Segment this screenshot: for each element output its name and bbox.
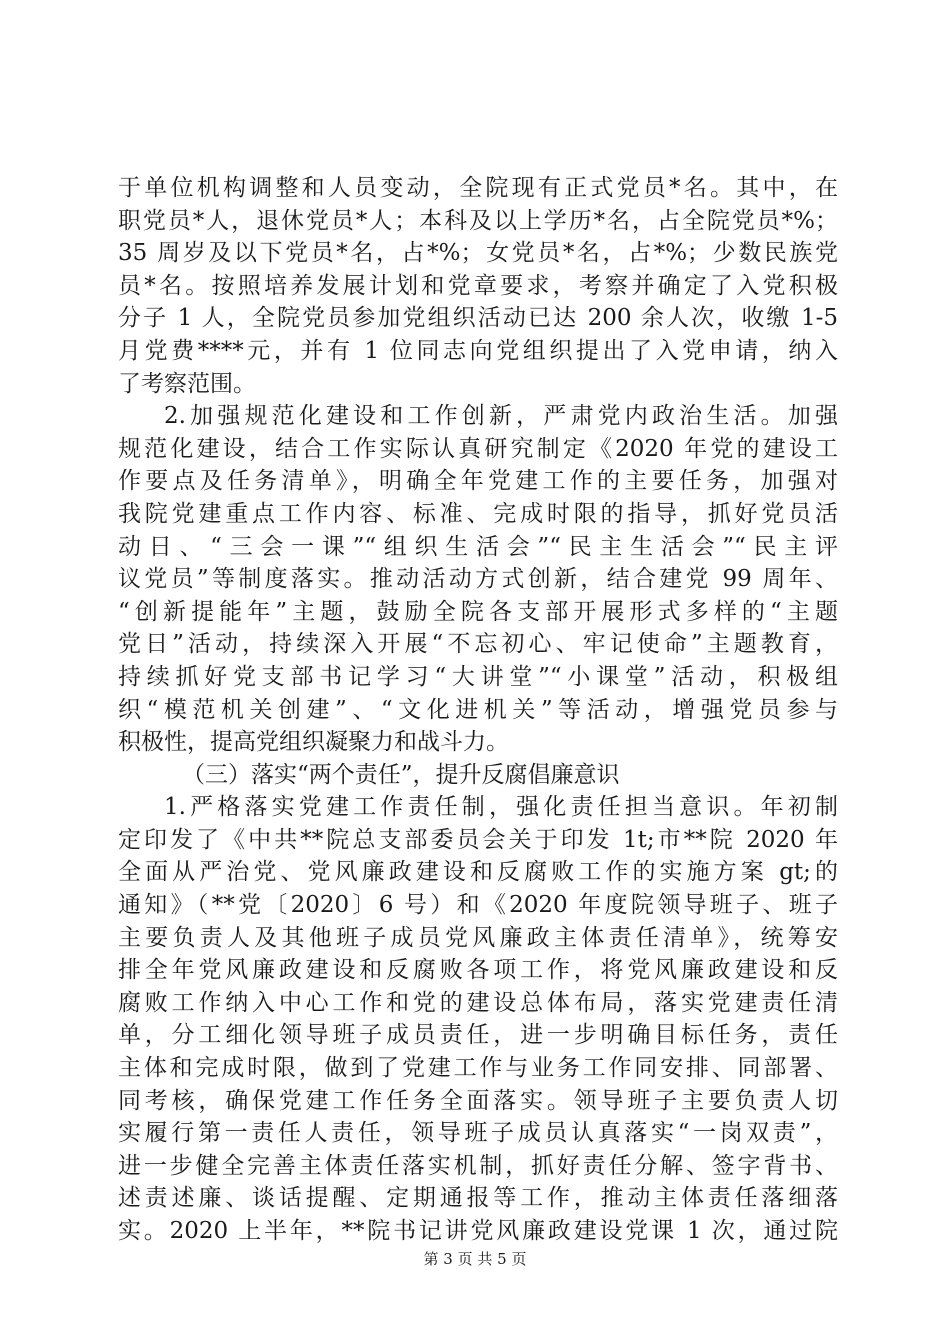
text-line: 动日、“三会一课”“组织生活会”“民主生活会”“民主评 [118, 533, 838, 560]
text-line: “创新提能年”主题，鼓励全院各支部开展形式多样的“主题 [118, 598, 838, 625]
text-line: 职党员*人，退休党员*人；本科及以上学历*名，占全院党员*%； [118, 207, 838, 234]
page-footer: 第 3 页 共 5 页 [423, 1250, 527, 1268]
text-line: 35 周岁及以下党员*名，占*%；女党员*名，占*%；少数民族党 [118, 240, 838, 267]
text-line: 同考核，确保党建工作任务全面落实。领导班子主要负责人切 [118, 1087, 838, 1114]
text-line: 于单位机构调整和人员变动，全院现有正式党员*名。其中，在 [118, 175, 838, 201]
text-line: 了考察范围。 [118, 370, 256, 397]
text-line: 实履行第一责任人责任，领导班子成员认真落实“一岗双责”， [118, 1120, 838, 1147]
text-line: 持续抓好党支部书记学习“大讲堂”“小课堂”活动，积极组 [118, 663, 838, 690]
text-line: 我院党建重点工作内容、标准、完成时限的指导，抓好党员活 [118, 500, 838, 527]
text-line: 单，分工细化领导班子成员责任，进一步明确目标任务，责任 [118, 1022, 838, 1049]
text-line: 作要点及任务清单》，明确全年党建工作的主要任务，加强对 [118, 468, 838, 495]
text-line: 实。2020 上半年，**院书记讲党风廉政建设党课 1 次，通过院 [118, 1218, 838, 1244]
paragraph-first-line: 1.严格落实党建工作责任制，强化责任担当意识。年初制 [164, 794, 838, 821]
text-line: 主要负责人及其他班子成员党风廉政主体责任清单》，统筹安 [118, 924, 838, 951]
text-line: 规范化建设，结合工作实际认真研究制定《2020 年党的建设工 [118, 435, 838, 462]
text-line: 排全年党风廉政建设和反腐败各项工作，将党风廉政建设和反 [118, 957, 838, 984]
text-line: 党日”活动，持续深入开展“不忘初心、牢记使命”主题教育， [118, 631, 838, 658]
text-line: 述责述廉、谈话提醒、定期通报等工作，推动主体责任落细落 [118, 1185, 838, 1212]
text-line: 织“模范机关创建”、“文化进机关”等活动，增强党员参与 [118, 696, 838, 723]
text-line: 议党员”等制度落实。推动活动方式创新，结合建党 99 周年、 [118, 566, 838, 593]
text-line: 进一步健全完善主体责任落实机制，抓好责任分解、签字背书、 [118, 1152, 838, 1179]
text-line: 分子 1 人，全院党员参加党组织活动已达 200 余人次，收缴 1-5 [118, 305, 838, 332]
document-body [118, 172, 838, 1248]
paragraph-first-line: 2.加强规范化建设和工作创新，严肃党内政治生活。加强 [164, 403, 838, 430]
text-line: 员*名。按照培养发展计划和党章要求，考察并确定了入党积极 [118, 272, 838, 299]
text-line: 通知》（**党〔2020〕6 号）和《2020 年度院领导班子、班子 [118, 892, 838, 919]
text-line: 全面从严治党、党风廉政建设和反腐败工作的实施方案 gt;的 [118, 859, 838, 886]
text-line: 定印发了《中共**院总支部委员会关于印发 1t;市**院 2020 年 [118, 826, 838, 853]
text-line: 月党费****元，并有 1 位同志向党组织提出了入党申请，纳入 [118, 337, 838, 364]
section-heading: （三）落实“两个责任”，提升反腐倡廉意识 [182, 761, 620, 788]
text-line: 主体和完成时限，做到了党建工作与业务工作同安排、同部署、 [118, 1055, 838, 1082]
text-line: 腐败工作纳入中心工作和党的建设总体布局，落实党建责任清 [118, 989, 838, 1016]
text-line: 积极性，提高党组织凝聚力和战斗力。 [118, 729, 509, 756]
